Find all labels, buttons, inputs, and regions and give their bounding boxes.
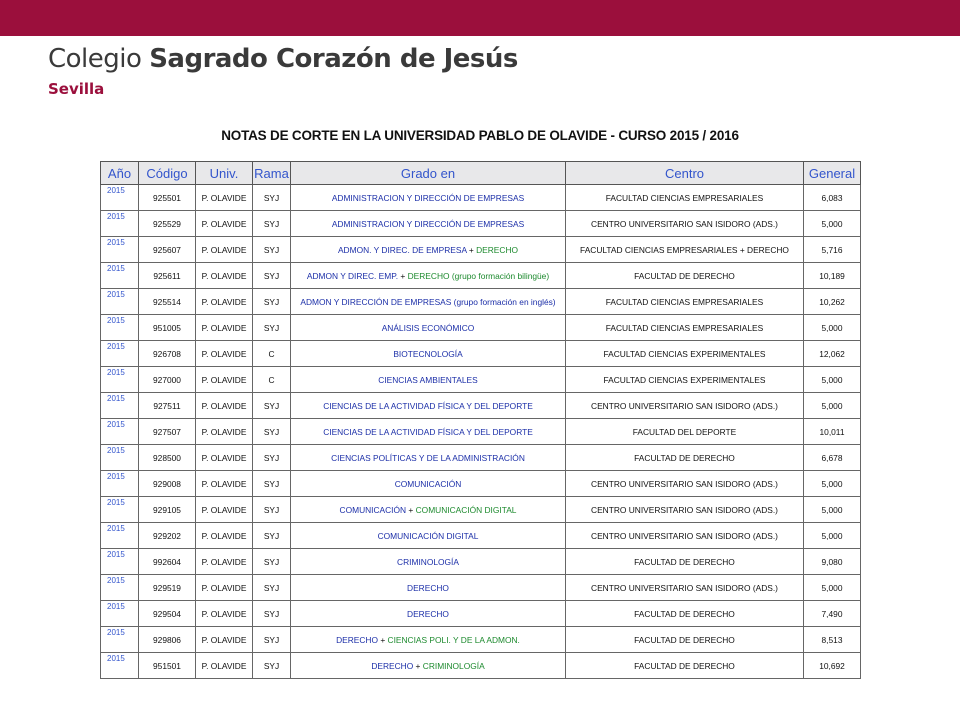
cell-codigo: 929202 [139, 523, 196, 549]
cell-univ: P. OLAVIDE [196, 627, 253, 653]
plus-sign: + [398, 270, 408, 281]
cell-centro: FACULTAD DE DERECHO [566, 445, 804, 471]
grado-primary: COMUNICACIÓN [394, 478, 462, 489]
table-row [101, 601, 861, 627]
cutoff-grades-table [100, 161, 861, 679]
grado-secondary: CRIMINOLOGÍA [422, 660, 485, 671]
cell-general: 7,490 [804, 601, 861, 627]
cell-rama: C [253, 367, 291, 393]
column-header-rama: Rama [253, 162, 291, 185]
table-row [101, 419, 861, 445]
grado-primary: DERECHO [407, 608, 449, 619]
cell-grado [291, 263, 566, 289]
cell-rama: C [253, 341, 291, 367]
table-row [101, 653, 861, 679]
cell-univ: P. OLAVIDE [196, 601, 253, 627]
cell-grado [291, 549, 566, 575]
cell-rama: SYJ [253, 419, 291, 445]
cell-centro: FACULTAD DE DERECHO [566, 263, 804, 289]
cell-ano: 2015 [101, 393, 139, 419]
cell-ano: 2015 [101, 367, 139, 393]
cell-centro: CENTRO UNIVERSITARIO SAN ISIDORO (ADS.) [566, 575, 804, 601]
cell-rama: SYJ [253, 653, 291, 679]
cell-grado [291, 237, 566, 263]
brand-top-bar [0, 0, 960, 36]
cell-ano: 2015 [101, 523, 139, 549]
cell-rama: SYJ [253, 445, 291, 471]
cell-ano: 2015 [101, 315, 139, 341]
cell-univ: P. OLAVIDE [196, 523, 253, 549]
cell-grado [291, 367, 566, 393]
cell-codigo: 925529 [139, 211, 196, 237]
cell-general: 5,000 [804, 393, 861, 419]
cell-univ: P. OLAVIDE [196, 237, 253, 263]
cell-centro: FACULTAD DE DERECHO [566, 653, 804, 679]
cell-centro: FACULTAD DE DERECHO [566, 601, 804, 627]
cell-univ: P. OLAVIDE [196, 315, 253, 341]
cell-grado [291, 575, 566, 601]
cell-rama: SYJ [253, 549, 291, 575]
cell-centro: CENTRO UNIVERSITARIO SAN ISIDORO (ADS.) [566, 523, 804, 549]
table-row [101, 263, 861, 289]
grado-primary: ADMON Y DIRECCIÓN DE EMPRESAS (grupo formación en inglés) [300, 296, 556, 307]
cell-codigo: 929105 [139, 497, 196, 523]
grado-primary: ANÁLISIS ECONÓMICO [381, 322, 475, 333]
cell-rama: SYJ [253, 575, 291, 601]
cell-centro: FACULTAD DE DERECHO [566, 549, 804, 575]
cell-general: 5,000 [804, 211, 861, 237]
cell-general: 5,000 [804, 315, 861, 341]
cell-codigo: 927507 [139, 419, 196, 445]
plus-sign: + [466, 244, 477, 255]
table-row [101, 627, 861, 653]
cell-centro: FACULTAD DEL DEPORTE [566, 419, 804, 445]
cell-ano: 2015 [101, 653, 139, 679]
cell-general: 10,011 [804, 419, 861, 445]
grado-secondary: DERECHO (grupo formación bilingüe) [407, 270, 550, 281]
table-row [101, 315, 861, 341]
grado-primary: ADMINISTRACION Y DIRECCIÓN DE EMPRESAS [331, 192, 525, 203]
cell-codigo: 927000 [139, 367, 196, 393]
table-row [101, 575, 861, 601]
cell-ano: 2015 [101, 497, 139, 523]
grado-primary: DERECHO [407, 582, 449, 593]
cell-ano: 2015 [101, 185, 139, 211]
cell-codigo: 929806 [139, 627, 196, 653]
cell-rama: SYJ [253, 497, 291, 523]
table-row [101, 471, 861, 497]
cell-codigo: 927511 [139, 393, 196, 419]
plus-sign: + [378, 634, 388, 645]
cell-ano: 2015 [101, 575, 139, 601]
cell-general: 5,000 [804, 471, 861, 497]
cell-centro: FACULTAD CIENCIAS EXPERIMENTALES [566, 341, 804, 367]
grado-primary: COMUNICACIÓN [339, 504, 407, 515]
cell-grado [291, 289, 566, 315]
cell-general: 5,000 [804, 523, 861, 549]
cell-centro: FACULTAD CIENCIAS EMPRESARIALES [566, 289, 804, 315]
column-header-codigo: Código [139, 162, 196, 185]
grado-primary: CRIMINOLOGÍA [397, 556, 459, 567]
cell-grado [291, 445, 566, 471]
cell-codigo: 925611 [139, 263, 196, 289]
cell-rama: SYJ [253, 523, 291, 549]
cell-general: 5,000 [804, 575, 861, 601]
cell-rama: SYJ [253, 393, 291, 419]
cell-grado [291, 497, 566, 523]
cell-centro: CENTRO UNIVERSITARIO SAN ISIDORO (ADS.) [566, 471, 804, 497]
grado-primary: CIENCIAS DE LA ACTIVIDAD FÍSICA Y DEL DEPORTE [323, 426, 533, 437]
cell-univ: P. OLAVIDE [196, 263, 253, 289]
cell-grado [291, 627, 566, 653]
cell-ano: 2015 [101, 289, 139, 315]
cell-rama: SYJ [253, 315, 291, 341]
cell-ano: 2015 [101, 627, 139, 653]
cell-ano: 2015 [101, 211, 139, 237]
cell-codigo: 929519 [139, 575, 196, 601]
cell-centro: FACULTAD CIENCIAS EMPRESARIALES + DERECHO [566, 237, 804, 263]
cell-ano: 2015 [101, 549, 139, 575]
cell-general: 10,692 [804, 653, 861, 679]
cell-codigo: 925514 [139, 289, 196, 315]
table-row [101, 367, 861, 393]
cell-rama: SYJ [253, 627, 291, 653]
cell-general: 10,262 [804, 289, 861, 315]
cell-univ: P. OLAVIDE [196, 445, 253, 471]
cell-codigo: 992604 [139, 549, 196, 575]
cell-general: 9,080 [804, 549, 861, 575]
cell-codigo: 951005 [139, 315, 196, 341]
cell-univ: P. OLAVIDE [196, 367, 253, 393]
cell-univ: P. OLAVIDE [196, 393, 253, 419]
grado-primary: ADMON. Y DIREC. DE EMPRESA [337, 244, 467, 255]
cell-general: 5,716 [804, 237, 861, 263]
plus-sign: + [413, 660, 423, 671]
cell-general: 10,189 [804, 263, 861, 289]
document-title: NOTAS DE CORTE EN LA UNIVERSIDAD PABLO DE OLAVIDE - CURSO 2015 / 2016 [221, 128, 739, 143]
cell-grado [291, 601, 566, 627]
cell-univ: P. OLAVIDE [196, 341, 253, 367]
cell-ano: 2015 [101, 601, 139, 627]
cell-grado [291, 393, 566, 419]
cell-univ: P. OLAVIDE [196, 653, 253, 679]
column-header-grado: Grado en [291, 162, 566, 185]
school-name [48, 44, 518, 74]
table-row [101, 211, 861, 237]
cell-grado [291, 471, 566, 497]
cell-ano: 2015 [101, 445, 139, 471]
cell-rama: SYJ [253, 185, 291, 211]
cell-general: 12,062 [804, 341, 861, 367]
plus-sign: + [406, 504, 416, 515]
column-header-general: General [804, 162, 861, 185]
cell-rama: SYJ [253, 289, 291, 315]
table-row [101, 497, 861, 523]
cell-ano: 2015 [101, 471, 139, 497]
cell-rama: SYJ [253, 237, 291, 263]
cell-codigo: 925501 [139, 185, 196, 211]
cell-codigo: 925607 [139, 237, 196, 263]
cell-codigo: 926708 [139, 341, 196, 367]
cell-univ: P. OLAVIDE [196, 185, 253, 211]
cell-univ: P. OLAVIDE [196, 549, 253, 575]
cell-ano: 2015 [101, 263, 139, 289]
cell-univ: P. OLAVIDE [196, 419, 253, 445]
grado-primary: COMUNICACIÓN DIGITAL [377, 530, 479, 541]
table-row [101, 523, 861, 549]
cell-centro: FACULTAD DE DERECHO [566, 627, 804, 653]
cell-grado [291, 185, 566, 211]
cell-centro: CENTRO UNIVERSITARIO SAN ISIDORO (ADS.) [566, 393, 804, 419]
cell-centro: CENTRO UNIVERSITARIO SAN ISIDORO (ADS.) [566, 211, 804, 237]
cell-rama: SYJ [253, 601, 291, 627]
cell-grado [291, 341, 566, 367]
table-row [101, 341, 861, 367]
grado-secondary: COMUNICACIÓN DIGITAL [415, 504, 517, 515]
cell-centro: CENTRO UNIVERSITARIO SAN ISIDORO (ADS.) [566, 497, 804, 523]
cell-univ: P. OLAVIDE [196, 471, 253, 497]
grado-primary: CIENCIAS AMBIENTALES [378, 374, 478, 385]
cell-codigo: 951501 [139, 653, 196, 679]
cell-rama: SYJ [253, 263, 291, 289]
cell-rama: SYJ [253, 211, 291, 237]
cell-univ: P. OLAVIDE [196, 497, 253, 523]
grado-primary: DERECHO [336, 634, 378, 645]
cell-general: 5,000 [804, 367, 861, 393]
grado-primary: ADMON Y DIREC. EMP. [306, 270, 399, 281]
school-name-bold: Sagrado Corazón de Jesús [149, 44, 518, 74]
school-name-regular: Colegio [48, 44, 142, 74]
table-row [101, 237, 861, 263]
grado-secondary: CIENCIAS POLI. Y DE LA ADMON. [387, 634, 520, 645]
cell-univ: P. OLAVIDE [196, 575, 253, 601]
table-header-row [101, 162, 861, 185]
school-city: Sevilla [48, 80, 105, 98]
column-header-centro: Centro [566, 162, 804, 185]
column-header-univ: Univ. [196, 162, 253, 185]
cell-codigo: 929008 [139, 471, 196, 497]
grado-primary: DERECHO [371, 660, 414, 671]
grado-primary: BIOTECNOLOGÍA [393, 348, 463, 359]
cell-general: 6,678 [804, 445, 861, 471]
grado-secondary: DERECHO [476, 244, 519, 255]
table-row [101, 445, 861, 471]
cell-general: 5,000 [804, 497, 861, 523]
grado-primary: ADMINISTRACION Y DIRECCIÓN DE EMPRESAS [331, 218, 525, 229]
cell-grado [291, 419, 566, 445]
table-row [101, 393, 861, 419]
cell-centro: FACULTAD CIENCIAS EMPRESARIALES [566, 315, 804, 341]
cell-codigo: 928500 [139, 445, 196, 471]
cell-grado [291, 653, 566, 679]
table-row [101, 549, 861, 575]
cell-grado [291, 211, 566, 237]
cell-grado [291, 523, 566, 549]
cell-grado [291, 315, 566, 341]
cell-centro: FACULTAD CIENCIAS EMPRESARIALES [566, 185, 804, 211]
cell-rama: SYJ [253, 471, 291, 497]
column-header-ano: Año [101, 162, 139, 185]
cell-general: 6,083 [804, 185, 861, 211]
cell-univ: P. OLAVIDE [196, 211, 253, 237]
grado-primary: CIENCIAS POLÍTICAS Y DE LA ADMINISTRACIÓN [331, 452, 525, 463]
cell-ano: 2015 [101, 341, 139, 367]
grado-primary: CIENCIAS DE LA ACTIVIDAD FÍSICA Y DEL DEPORTE [323, 400, 533, 411]
table-row [101, 185, 861, 211]
cell-general: 8,513 [804, 627, 861, 653]
cell-centro: FACULTAD CIENCIAS EXPERIMENTALES [566, 367, 804, 393]
cell-ano: 2015 [101, 237, 139, 263]
cell-codigo: 929504 [139, 601, 196, 627]
cell-univ: P. OLAVIDE [196, 289, 253, 315]
cell-ano: 2015 [101, 419, 139, 445]
table-row [101, 289, 861, 315]
